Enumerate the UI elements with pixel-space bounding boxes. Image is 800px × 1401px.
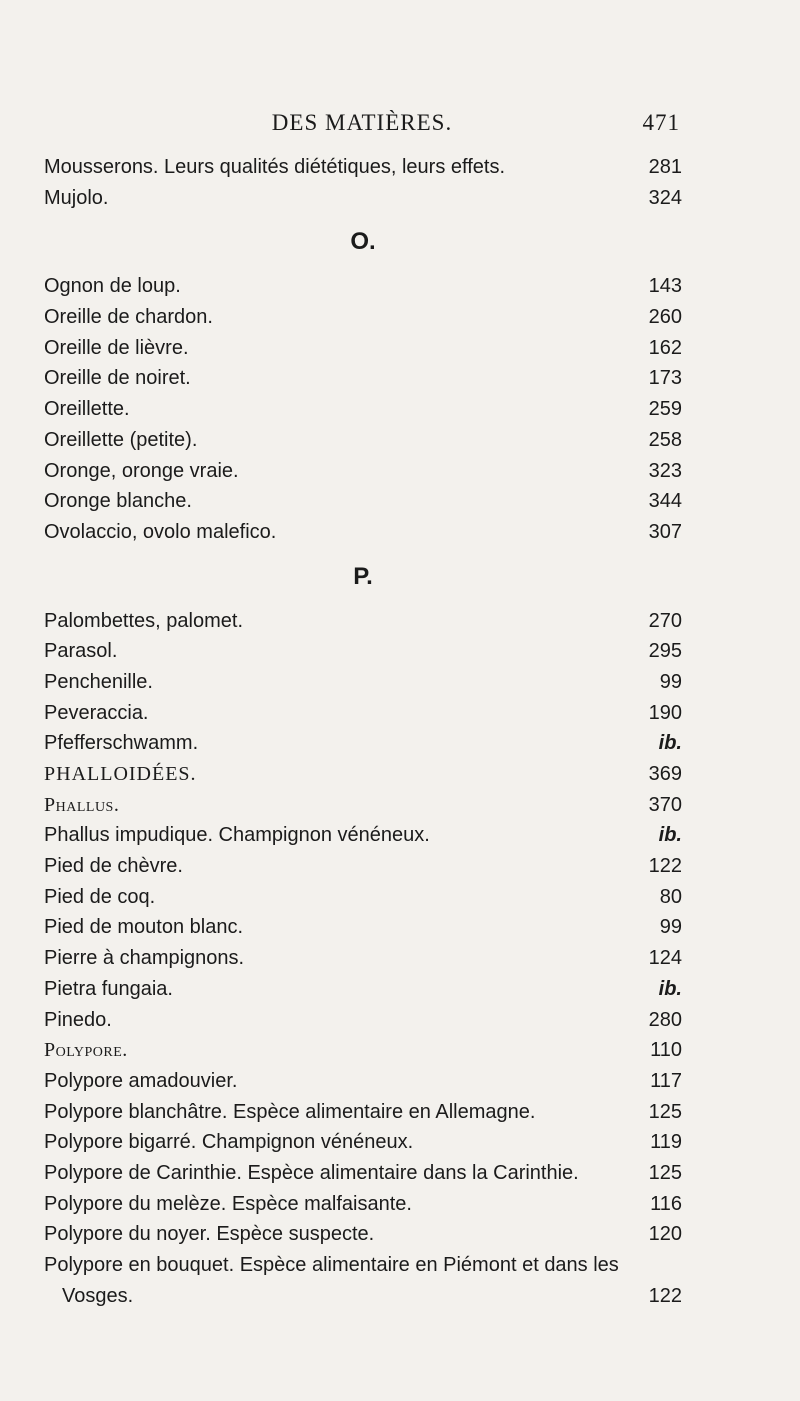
entry-page-ref: 99 bbox=[659, 670, 682, 693]
entry-label: Ovolaccio, ovolo malefico. bbox=[44, 520, 277, 543]
index-entries bbox=[44, 152, 682, 1311]
entry-label: Mousserons. Leurs qualités diététiques, leurs effets. bbox=[44, 156, 505, 178]
entry-page-ref: 122 bbox=[648, 855, 682, 878]
entry-page-ref: 119 bbox=[650, 1131, 682, 1154]
entry-label: Polypore bigarré. Champignon vénéneux. bbox=[44, 1131, 414, 1154]
entry-page-ref: 344 bbox=[648, 490, 682, 513]
entry-page-ref: 270 bbox=[648, 609, 682, 632]
entry-page-ref: 80 bbox=[659, 885, 682, 908]
entry-label: Polypore. bbox=[44, 1039, 128, 1062]
entry-page-ref: ib. bbox=[658, 977, 682, 1000]
entry-label: Penchenille. bbox=[44, 670, 153, 693]
entry-label: Parasol. bbox=[44, 640, 118, 663]
entry-page-ref: 122 bbox=[648, 1284, 682, 1307]
index-entry bbox=[44, 820, 682, 851]
index-entry bbox=[44, 698, 682, 729]
index-entry bbox=[44, 1127, 682, 1158]
index-entry bbox=[44, 394, 682, 425]
entry-page-ref: 280 bbox=[648, 1008, 682, 1031]
entry-page-ref: 117 bbox=[650, 1069, 682, 1092]
entry-page-ref: ib. bbox=[658, 824, 682, 847]
entry-label: PHALLOIDÉES. bbox=[44, 763, 197, 785]
index-entry bbox=[44, 1250, 682, 1281]
index-entry bbox=[44, 486, 682, 517]
entry-label: Pied de coq. bbox=[44, 885, 156, 908]
entry-label: Pietra fungaia. bbox=[44, 977, 173, 1000]
entry-page-ref: 120 bbox=[648, 1223, 682, 1246]
entry-page-ref: 116 bbox=[650, 1192, 682, 1215]
entry-label: Pierre à champignons. bbox=[44, 947, 245, 970]
entry-page-ref: 190 bbox=[648, 701, 682, 724]
index-entry bbox=[44, 1158, 682, 1189]
entry-page-ref: 323 bbox=[648, 459, 682, 482]
page-header bbox=[44, 110, 680, 150]
entry-label: Polypore amadouvier. bbox=[44, 1069, 238, 1092]
entry-label: Pied de mouton blanc. bbox=[44, 916, 244, 939]
entry-page-ref: 369 bbox=[648, 763, 682, 785]
entry-page-ref: 259 bbox=[648, 398, 682, 421]
index-entry bbox=[44, 667, 682, 698]
entry-label: Polypore en bouquet. Espèce alimentaire en Piémont et dans les bbox=[44, 1254, 619, 1276]
entry-label: Phallus impudique. Champignon vénéneux. bbox=[44, 824, 430, 847]
index-entry bbox=[44, 183, 682, 214]
entry-page-ref: 307 bbox=[648, 520, 682, 543]
index-entry bbox=[44, 517, 682, 548]
entry-page-ref: 110 bbox=[650, 1039, 682, 1062]
index-entry bbox=[44, 333, 682, 364]
entry-label: Peveraccia. bbox=[44, 701, 149, 724]
entry-label: Palombettes, palomet. bbox=[44, 609, 243, 632]
index-entry bbox=[44, 1035, 682, 1066]
entry-page-ref: 260 bbox=[648, 306, 682, 329]
index-entry bbox=[44, 943, 682, 974]
entry-page-ref: 125 bbox=[648, 1161, 682, 1184]
entry-page-ref: 281 bbox=[648, 156, 682, 178]
index-entry bbox=[44, 882, 682, 913]
entry-label: Polypore de Carinthie. Espèce alimentaire dans la Carinthie. bbox=[44, 1161, 579, 1184]
entry-label: Oreille de lièvre. bbox=[44, 336, 189, 359]
entry-page-ref: ib. bbox=[658, 732, 682, 755]
index-entry bbox=[44, 759, 682, 790]
entry-label: Oreille de noiret. bbox=[44, 367, 191, 390]
index-entry bbox=[44, 912, 682, 943]
entry-label: Oronge blanche. bbox=[44, 490, 192, 513]
section-letter: P. bbox=[353, 562, 373, 590]
page-number: 471 bbox=[642, 110, 680, 135]
entry-page-ref: 370 bbox=[648, 793, 682, 816]
index-entry bbox=[44, 851, 682, 882]
index-entry bbox=[44, 152, 682, 183]
entry-label: Pied de chèvre. bbox=[44, 855, 183, 878]
entry-label: Oronge, oronge vraie. bbox=[44, 459, 239, 482]
entry-label: Polypore du melèze. Espèce malfaisante. bbox=[44, 1192, 412, 1215]
entry-label: Vosges. bbox=[62, 1284, 134, 1307]
index-entry bbox=[44, 363, 682, 394]
index-entry bbox=[44, 606, 682, 637]
index-entry bbox=[44, 1097, 682, 1128]
entry-page-ref: 99 bbox=[659, 916, 682, 939]
index-entry bbox=[44, 1005, 682, 1036]
entry-label: Phallus. bbox=[44, 793, 120, 816]
index-entry bbox=[44, 456, 682, 487]
index-entry bbox=[44, 1066, 682, 1097]
entry-label: Oreillette. bbox=[44, 398, 130, 421]
index-entry bbox=[44, 728, 682, 759]
entry-label: Ognon de loup. bbox=[44, 275, 181, 298]
entry-page-ref: 162 bbox=[648, 336, 682, 359]
entry-label: Polypore du noyer. Espèce suspecte. bbox=[44, 1223, 375, 1246]
entry-label: Mujolo. bbox=[44, 186, 109, 209]
index-entry bbox=[44, 790, 682, 821]
entry-page-ref: 324 bbox=[648, 186, 682, 209]
section-letter: O. bbox=[350, 228, 376, 256]
entry-label: Oreille de chardon. bbox=[44, 306, 213, 329]
entry-label: Polypore blanchâtre. Espèce alimentaire en Allemagne. bbox=[44, 1100, 536, 1123]
entry-label: Pfefferschwamm. bbox=[44, 732, 199, 755]
entry-page-ref: 258 bbox=[648, 428, 682, 451]
running-title: DES MATIÈRES. bbox=[271, 110, 453, 135]
entry-page-ref: 173 bbox=[648, 367, 682, 390]
index-entry bbox=[44, 1219, 682, 1250]
index-entry bbox=[44, 302, 682, 333]
entry-page-ref: 143 bbox=[648, 275, 682, 298]
index-entry bbox=[44, 425, 682, 456]
entry-label: Pinedo. bbox=[44, 1008, 112, 1031]
index-entry bbox=[44, 974, 682, 1005]
entry-page-ref: 125 bbox=[648, 1100, 682, 1123]
index-entry bbox=[44, 636, 682, 667]
entry-page-ref: 124 bbox=[648, 947, 682, 970]
index-entry bbox=[44, 1189, 682, 1220]
entry-label: Oreillette (petite). bbox=[44, 428, 198, 451]
entry-page-ref: 295 bbox=[648, 640, 682, 663]
index-entry bbox=[44, 1281, 682, 1312]
index-entry bbox=[44, 271, 682, 302]
